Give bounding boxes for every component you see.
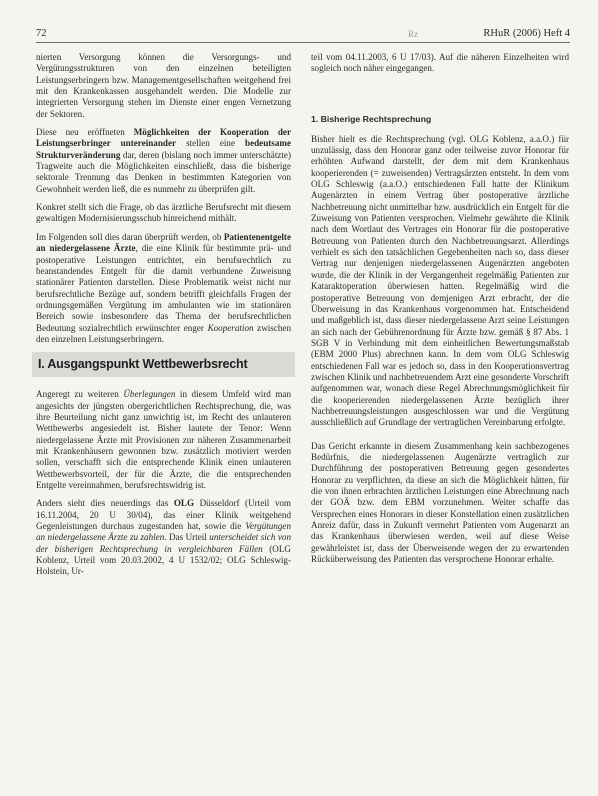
running-header <box>36 26 570 43</box>
text-run: Angeregt zu weiteren <box>36 389 124 400</box>
italic-run: Vergütungen an niedergelassene Ärzte zu zahlen <box>36 521 291 543</box>
text-run: Im Folgenden soll dies daran überprüft werden, ob <box>36 231 224 242</box>
paragraph <box>36 127 291 195</box>
right-column <box>311 52 569 565</box>
text-run: stellen eine <box>176 138 246 149</box>
page-number: 72 <box>36 28 47 39</box>
text-run: . Das Urteil <box>164 532 210 543</box>
paragraph: Bisher hielt es die Rechtsprechung (vgl. OLG Koblenz, a.a.O.) für unzulässig, dass den Honorar ganz oder teilweise zuvor Honorar für erhöhten Aufwand darstellt, der dem mit dem Krankenhaus kooperierenden (= zuweisenden) Vertragsärzten entsteht. In dem vom OLG Schleswig (a.a.O.) entschiedenen Fall hatte der Klinikum Augenärzten in einem Vertrag über postoperative ärztliche Nachbetreuung nicht unmittelbar bzw. ausdrücklich ein Entgelt für die Zuweisung von Patienten versprochen. Vielmehr gewährte die Klinik nach dem Wortlaut des Vertrages ein Honorar für die postoperative Betreuung von Patienten durch den Nachbetreuungsarzt. Allerdings verhielt es sich den tatsächlichen Gegebenheiten nach so, dass dieser Vertrag nur denjenigen niedergelassenen Augenärzten angeboten wurde, die der Klinik in der Vergangenheit regelmäßig Patienten zur Kataraktoperation überwiesen hatten. Regelmäßig wird die postoperative Betreuung von demjenigen Arzt erbracht, der die Überweisung in das Krankenhaus vorgenommen hat. Entscheidend und maßgeblich ist, dass dieser niedergelassene Arzt seine Leistungen an sich nach der Gebührenordnung für Ärzte bzw. gemäß § 87 Abs. 1 SGB V in Verbindung mit dem einheitlichen Bewertungsmaßstab (EBM 2000 Plus) abrechnen kann. In dem vom OLG Schleswig entschiedenen Fall war es jedoch so, dass in den Kooperationsvertrag zwischen Klinik und nachbetreuendem Arzt eine gesonderte Vorschrift aufgenommen war, wonach diese Regel Abrechnungsmöglichkeit für die kooperierenden niedergelassenen Ärzte bezüglich ihrer Nachbetreuungsleistungen ausgeschlossen war und die Vergütung ausschließlich auf Grundlage der vertraglichen Vereinbarung erfolgte. <box>311 133 569 428</box>
text-run: (OLG Koblenz, Urteil vom 20.03.2002, 4 U 1532/02; OLG Schleswig-Holstein, Ur- <box>36 543 291 577</box>
paragraph <box>36 389 291 491</box>
text-run: Düsseldorf (Urteil vom 16.11.2004, 20 U 30/04), das einer Klinik weitgehend Gegenleistungen durchaus zugestanden hat, sowie die <box>36 498 291 532</box>
text-run: Anders sieht dies neuerdings das <box>36 498 174 509</box>
journal-reference: RHuR (2006) Heft 4 <box>483 28 570 39</box>
paragraph: Das Gericht erkannte in diesem Zusammenhang kein sachbezogenes Bedürfnis, die niedergelassenen Augenärzte vertraglich zur Durchführung der postoperativen Betreuung gegen gesondertes Honorar zu verpflichten, da diese an sich die Möglichkeit hätten, für die von ihnen erbrachten ärztlichen Leistungen eine Abrechnung nach der GOÄ bzw. dem EBM vorzunehmen. Weiter schaffe das Versprechen eines Honorars in dieser Konstellation einen zusätzlichen Anreiz dafür, dass in Zukunft vermehrt Patienten vom Augenarzt an das Krankenhaus überwiesen werden, weil auf diese Weise gewährleistet ist, dass der Überweisende wegen der zu erwartenden Rücküberweisung des Patienten das versprochene Honorar erhalte. <box>311 440 569 565</box>
italic-run: Überlegungen <box>123 389 176 400</box>
margin-mark: Rz <box>408 29 418 39</box>
section-heading: I. Ausgangspunkt Wettbewerbsrecht <box>32 352 295 377</box>
text-run: in diesem Umfeld wird man angesichts der jüngsten obergerichtlichen Rechtsprechung, die, was ihre Beurteilung nicht ganz unwichtig ist, im Recht des unlauteren Wettbewerbs angesiedelt ist. Bisher lautete der Tenor: Wenn niedergelassene Ärzte mit Provisionen zur näheren Zusammenarbeit mit Krankenhäusern gewonnen bzw. zusätzlich motiviert werden sollen, verschafft sich die entsprechende Klinik einen unlauteren Wettbewerbsvorteil, der für die Ärzte, die die entsprechenden Entgelte vereinnahmen, berufsrechtswidrig ist. <box>36 389 291 490</box>
left-column <box>36 52 291 578</box>
paragraph: teil vom 04.11.2003, 6 U 17/03). Auf die näheren Einzelheiten wird sogleich noch näher eingegangen. <box>311 52 569 74</box>
bold-run: bedeutsame Strukturveränderung <box>36 138 291 160</box>
paragraph: Konkret stellt sich die Frage, ob das ärztliche Berufsrecht mit diesem gewaltigen Modernisierungsschub hinreichend mithält. <box>36 202 291 224</box>
text-run: , die eine Klinik für bestimmte prä- und postoperative Leistungen entrichtet, ein berufsrechtlich zu beanstandendes Entgelt für die damit verbundene Zuweisung stationärer Patienten darstellen. Diese Problematik weist nicht nur berufsrechtliche Bezüge auf, sondern betrifft gleichfalls Fragen der ordnungsgemäßen Vergütung im ambulanten wie im stationären Bereich sowie insbesondere das Thema der berufsrechtlichen Bedeutung sozialrechtlich erwünschter enger <box>36 243 291 333</box>
subsection-heading: 1. Bisherige Rechtsprechung <box>311 113 432 124</box>
italic-run: unterscheidet sich von der bisherigen Rechtsprechung in vergleichbaren Fällen <box>36 532 291 554</box>
paragraph <box>36 498 291 577</box>
italic-run: Kooperation <box>207 322 254 333</box>
text-run: zwischen den einzelnen Leistungserbringern. <box>36 322 292 344</box>
spacer <box>311 82 569 106</box>
paragraph <box>36 232 291 345</box>
text-run: dar, deren (bislang noch immer unterschätzte) Tragweite auch die Möglichkeiten einschließt, dass die bisherige sektorale Trennung das Denken in bestimmten Kategorien von Gewohnheit werden ließ, die es nunmehr zu überprüfen gilt. <box>36 149 291 194</box>
text-run: Diese neu eröffneten <box>36 127 134 138</box>
bold-run: Patientenentgelte an niedergelassene Ärzte <box>36 231 291 254</box>
bold-run: OLG <box>173 498 195 509</box>
bold-run: Möglichkeiten der Kooperation der Leistungserbringer untereinander <box>36 127 291 149</box>
paragraph: nierten Versorgung können die Versorgungs- und Vergütungsstrukturen von den einzelnen beteiligten Leistungserbringern bzw. Managementgesellschaften weitgehend frei mit den Krankenkassen ausgehandelt werden. Die Modelle zur integrierten Versorgung stehen im Dienste einer engen Vernetzung der Sektoren. <box>36 52 291 119</box>
